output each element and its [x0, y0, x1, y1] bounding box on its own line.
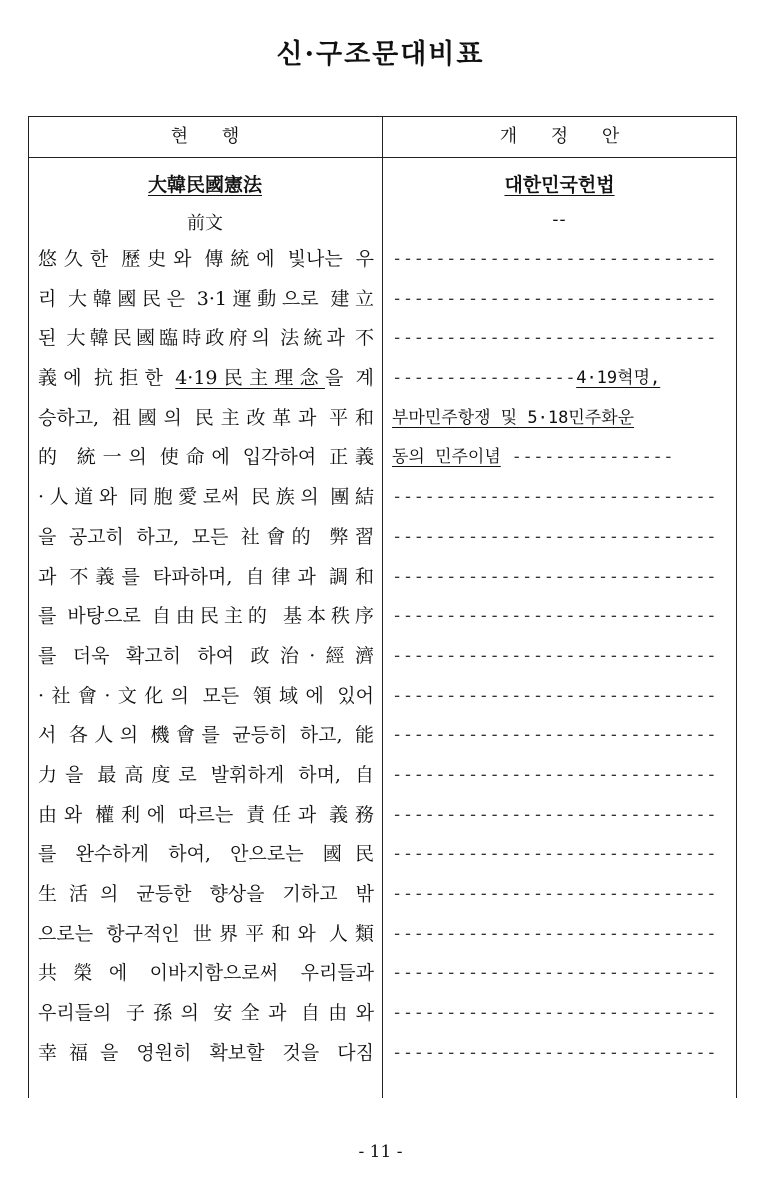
page-number: - 11 - — [358, 1142, 403, 1162]
line-text: 義에 抗拒한 — [38, 367, 176, 390]
current-line: 的 統一의 使命에 입각하여 正義 — [38, 446, 374, 469]
amended-phrase: 4·19혁명, — [576, 368, 661, 389]
unchanged-dash-line: ------------------------------ — [392, 249, 718, 269]
current-line: 를 바탕으로 自由民主的 基本秩序 — [38, 605, 374, 628]
current-line: 과 不義를 타파하며, 自律과 調和 — [38, 565, 374, 588]
current-line: 力을 最高度로 발휘하게 하며, 自 — [38, 763, 374, 786]
unchanged-dash-line: ------------------------------ — [392, 1003, 718, 1024]
current-line: 으로는 항구적인 世界平和와 人類 — [38, 922, 374, 945]
header-row-divider — [28, 157, 737, 158]
unchanged-dash-line: ------------------------------ — [392, 1042, 718, 1063]
current-line: 된 大韓民國臨時政府의 法統과 不 — [38, 327, 374, 350]
revision-section-label: -- — [552, 209, 567, 230]
current-line: ·人道와 同胞愛로써 民族의 團結 — [38, 486, 374, 509]
unchanged-dash-line: ------------------------------ — [392, 884, 718, 904]
unchanged-dash-line: ------------------------------ — [392, 685, 718, 706]
page-title: 신·구조문대비표 — [276, 39, 485, 70]
revision-line-amended — [392, 359, 728, 399]
current-line: 共榮에 이바지함으로써 우리들과 — [38, 962, 374, 985]
current-law-title: 大韓民國憲法 — [147, 174, 262, 196]
unchanged-dash-line: ------------------------------ — [392, 844, 718, 865]
header-current: 현 행 — [170, 126, 240, 147]
current-line: 승하고, 祖國의 民主改革과 平和 — [38, 406, 374, 429]
header-revision: 개 정 안 — [499, 126, 620, 147]
current-line: 를 더욱 확고히 하여 政治·經濟 — [38, 644, 374, 667]
revision-text-column — [392, 240, 728, 1073]
unchanged-dash-line: ------------------------------ — [392, 487, 718, 508]
current-line: 을 공고히 하고, 모든 社會的 弊習 — [38, 525, 374, 548]
current-line: 悠久한 歷史와 傳統에 빛나는 우 — [38, 248, 374, 270]
dash-prefix: ----------------- — [392, 368, 577, 389]
unchanged-dash-line: ------------------------------ — [392, 328, 718, 349]
amended-phrase: 동의 민주이념 — [392, 447, 501, 468]
revision-law-title: 대한민국헌법 — [504, 174, 615, 196]
unchanged-dash-line: ------------------------------ — [392, 526, 718, 547]
dash-suffix: --------------- — [500, 447, 675, 468]
revision-line-amended — [392, 438, 728, 478]
unchanged-dash-line: ------------------------------ — [392, 645, 718, 666]
current-line: 를 완수하게 하여, 안으로는 國民 — [38, 843, 374, 866]
revision-line-amended — [392, 399, 728, 439]
unchanged-dash-line: ------------------------------ — [392, 923, 718, 944]
unchanged-dash-line: ------------------------------ — [392, 288, 718, 309]
current-text-column — [38, 240, 374, 1073]
column-divider — [382, 116, 383, 1098]
unchanged-dash-line: ------------------------------ — [392, 804, 718, 825]
current-line-underlined — [38, 359, 374, 399]
current-line: ·社會·文化의 모든 領域에 있어 — [38, 684, 374, 707]
current-section-label: 前文 — [187, 213, 223, 234]
underlined-phrase: 4·19民主理念 — [175, 367, 325, 390]
current-line: 生活의 균등한 향상을 기하고 밖 — [38, 883, 374, 905]
line-text: 을 계 — [324, 367, 374, 390]
current-line: 서 各人의 機會를 균등히 하고, 能 — [38, 724, 374, 747]
unchanged-dash-line: ------------------------------ — [392, 764, 718, 785]
unchanged-dash-line: ------------------------------ — [392, 725, 718, 746]
unchanged-dash-line: ------------------------------ — [392, 606, 718, 627]
amended-phrase: 부마민주항쟁 및 5·18민주화운 — [392, 407, 635, 428]
current-line: 幸福을 영원히 확보할 것을 다짐 — [38, 1041, 374, 1064]
current-line: 由와 權利에 따르는 責任과 義務 — [38, 803, 374, 826]
unchanged-dash-line: ------------------------------ — [392, 566, 718, 587]
current-line: 우리들의 子孫의 安全과 自由와 — [38, 1002, 374, 1025]
current-line: 리 大韓國民은 3·1運動으로 建立 — [38, 287, 374, 310]
unchanged-dash-line: ------------------------------ — [392, 963, 718, 984]
